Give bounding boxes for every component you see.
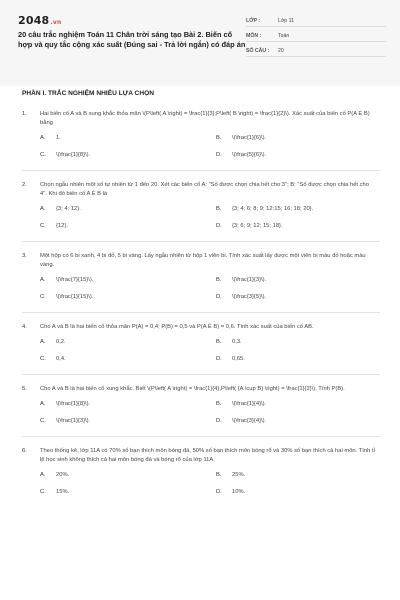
meta-label: LỚP : [246,18,261,24]
answer-key: A. [40,339,46,345]
answer-text: 0,4. [56,356,66,362]
answer-key: D. [216,489,222,495]
answer-options [40,276,380,302]
meta-value: Lớp 11 [278,18,294,24]
question-divider [22,170,380,171]
answer-key: D. [216,223,222,229]
answer-option[interactable] [216,471,392,480]
answer-option[interactable] [216,355,392,364]
answer-key: B. [216,135,222,141]
meta-label: SỐ CÂU : [246,48,270,54]
answer-option[interactable] [40,417,216,426]
answer-text: 25%. [232,472,246,478]
header-left [18,14,246,78]
answer-key: D. [216,356,222,362]
answer-text: 1. [56,135,61,141]
answer-options [40,471,380,497]
answer-text: \(\frac{1}{6}\). [232,135,267,141]
answer-text: \(\frac{1}{8}\). [56,152,91,158]
question-number: 1. [22,111,27,117]
answer-text: \(\frac{1}{3}\). [56,418,91,424]
answer-key: C. [40,294,46,300]
answer-text: \(\frac{7}{15}\). [56,277,94,283]
answer-option[interactable] [216,151,392,160]
answer-option[interactable] [216,400,392,409]
question-divider [22,241,380,242]
answer-option[interactable] [216,134,392,143]
section-title: PHẦN I. TRẮC NGHIỆM NHIỀU LỰA CHỌN [22,90,154,97]
meta-label: MÔN : [246,33,262,39]
question-5 [22,385,380,437]
meta-row-count [246,46,386,57]
question-text: Chọn ngẫu nhiên một số tự nhiên từ 1 đến 20. Xét các biến cố A: "Số được chọn chia hết cho 3"; B: "Số được chọn chia hết cho 4". Khi đó biến cố A È B là [40,182,370,197]
logo-suffix-text: .vn [50,19,62,26]
answer-text: 0,65. [232,356,245,362]
answer-text: \(\frac{1}{4}\). [232,401,267,407]
answer-option[interactable] [40,222,216,231]
document-content [0,88,400,497]
document-meta [246,14,386,78]
answer-key: B. [216,401,222,407]
answer-option[interactable] [40,151,216,160]
answer-text: \(\frac{3}{5}\). [232,294,267,300]
answer-option[interactable] [216,338,392,347]
meta-value: Toán [278,33,290,39]
answer-key: A. [40,472,46,478]
answer-option[interactable] [40,471,216,480]
answer-text: \(\frac{1}{8}\). [56,401,91,407]
answer-key: A. [40,277,46,283]
answer-option[interactable] [40,293,216,302]
answer-text: 20%. [56,472,70,478]
answer-option[interactable] [40,488,216,497]
answer-text: 10%. [232,489,246,495]
question-text: Cho A và B là hai biến cố xung khắc. Biết \(P\left( A \right) = \frac{1}{4},P\left( {A \cup B} \right) = \frac{1}{2}\). Tính P(B). [40,386,345,392]
question-6 [22,447,380,497]
answer-key: C. [40,223,46,229]
question-number: 4. [22,324,27,330]
answer-key: C. [40,356,46,362]
question-divider [22,436,380,437]
answer-key: D. [216,152,222,158]
document-header [0,0,400,86]
answer-key: C. [40,489,46,495]
answer-text: \(\frac{5}{6}\). [232,152,267,158]
answer-option[interactable] [40,400,216,409]
answer-key: C. [40,152,46,158]
question-2 [22,181,380,242]
answer-options [40,205,380,231]
answer-key: C. [40,418,46,424]
document-title: 20 câu trắc nghiệm Toán 11 Chân trời sáng tạo Bài 2. Biến cố hợp và quy tắc cộng xác suất (Đúng sai - Trả lời ngắn) có đáp án [18,30,246,49]
answer-key: A. [40,206,46,212]
answer-options [40,134,380,160]
question-number: 3. [22,253,27,259]
answer-option[interactable] [216,417,392,426]
question-text: Cho A và B là hai biến cố thỏa mãn P(A) = 0,4; P(B) = 0,5 và P(A È B) = 0,6. Tính xác suất của biến cố AB. [40,324,314,330]
question-number: 2. [22,182,27,188]
question-divider [22,312,380,313]
answer-text: {3; 4; 12}. [56,206,81,212]
question-1 [22,110,380,171]
question-number: 6. [22,448,27,454]
question-text: Theo thống kê, lớp 11A có 70% số bạn thích môn bóng đá, 50% số bạn thích môn bóng rổ và 30% số bạn thích cả hai môn. Tính tỉ lệ học sinh không thích cả hai môn bóng đá và bóng rổ của lớp 11A. [40,448,375,463]
answer-option[interactable] [216,488,392,497]
answer-key: D. [216,418,222,424]
answer-text: 0,2. [56,339,66,345]
question-4 [22,323,380,375]
question-text: Một hộp có 6 bi xanh, 4 bi đỏ, 5 bi vàng. Lấy ngẫu nhiên từ hộp 1 viên bi. Tính xác suất lấy được một viên bi màu đỏ hoặc màu vàng. [40,253,366,268]
answer-option[interactable] [216,293,392,302]
answer-text: {3; 4; 6; 8; 9; 12;15; 16; 18; 20}. [232,206,314,212]
meta-value: 20 [278,48,284,54]
answer-key: B. [216,277,222,283]
answer-text: \(\frac{1}{3}\). [232,277,267,283]
question-divider [22,374,380,375]
meta-row-class [246,16,386,27]
answer-text: 0,3. [232,339,242,345]
answer-options [40,400,380,426]
answer-key: A. [40,401,46,407]
logo-main-text: 2048 [18,14,50,27]
answer-text: \(\frac{1}{15}\). [56,294,94,300]
answer-text: 15%. [56,489,70,495]
answer-options [40,338,380,364]
question-number: 5. [22,386,27,392]
answer-option[interactable] [40,205,216,214]
answer-option[interactable] [216,205,392,214]
answer-option[interactable] [216,222,392,231]
answer-key: B. [216,206,222,212]
answer-option[interactable] [216,276,392,285]
question-3 [22,252,380,313]
answer-key: A. [40,135,46,141]
answer-text: \(\frac{3}{4}\). [232,418,267,424]
answer-key: D. [216,294,222,300]
answer-option[interactable] [40,338,216,347]
site-logo[interactable] [18,14,246,27]
answer-key: B. [216,339,222,345]
answer-key: B. [216,472,222,478]
answer-text: {12}. [56,223,68,229]
question-text: Hai biến cố A và B xung khắc thỏa mãn \(P\left( A \right) = \frac{1}{3};P\left( B \right) = \frac{1}{2}\). Xác suất của biến cố P(A È B) bằng [40,111,370,126]
answer-text: {3; 6; 9; 12; 15; 18}. [232,223,283,229]
answer-option[interactable] [40,276,216,285]
answer-option[interactable] [40,355,216,364]
answer-option[interactable] [40,134,216,143]
meta-row-subject [246,31,386,42]
